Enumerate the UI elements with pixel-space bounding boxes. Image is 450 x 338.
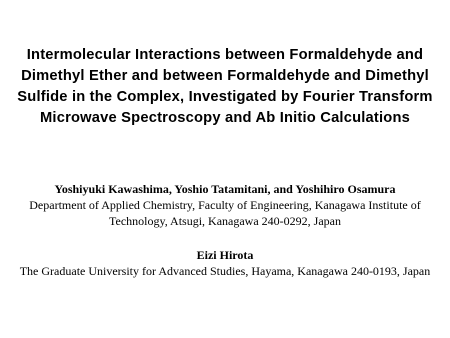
author-block-2 xyxy=(0,247,450,279)
affiliation-1-line-2: Technology, Atsugi, Kanagawa 240-0292, Japan xyxy=(109,214,341,228)
author-block-1 xyxy=(0,181,450,229)
title-line-3: Sulfide in the Complex, Investigated by Fourier Transform xyxy=(17,89,433,105)
title-line-1: Intermolecular Interactions between Formaldehyde and xyxy=(26,47,424,63)
affiliation-1-line-1: Department of Applied Chemistry, Faculty of Engineering, Kanagawa Institute of xyxy=(29,198,421,212)
affiliation-2: The Graduate University for Advanced Studies, Hayama, Kanagawa 240-0193, Japan xyxy=(19,264,431,278)
title-line-2: Dimethyl Ether and between Formaldehyde and Dimethyl xyxy=(21,68,429,84)
author-names-1: Yoshiyuki Kawashima, Yoshio Tatamitani, and Yoshihiro Osamura xyxy=(54,182,396,196)
title-line-4: Microwave Spectroscopy and Ab Initio Calculations xyxy=(40,110,410,126)
paper-title xyxy=(0,45,450,129)
author-names-2: Eizi Hirota xyxy=(196,248,254,262)
